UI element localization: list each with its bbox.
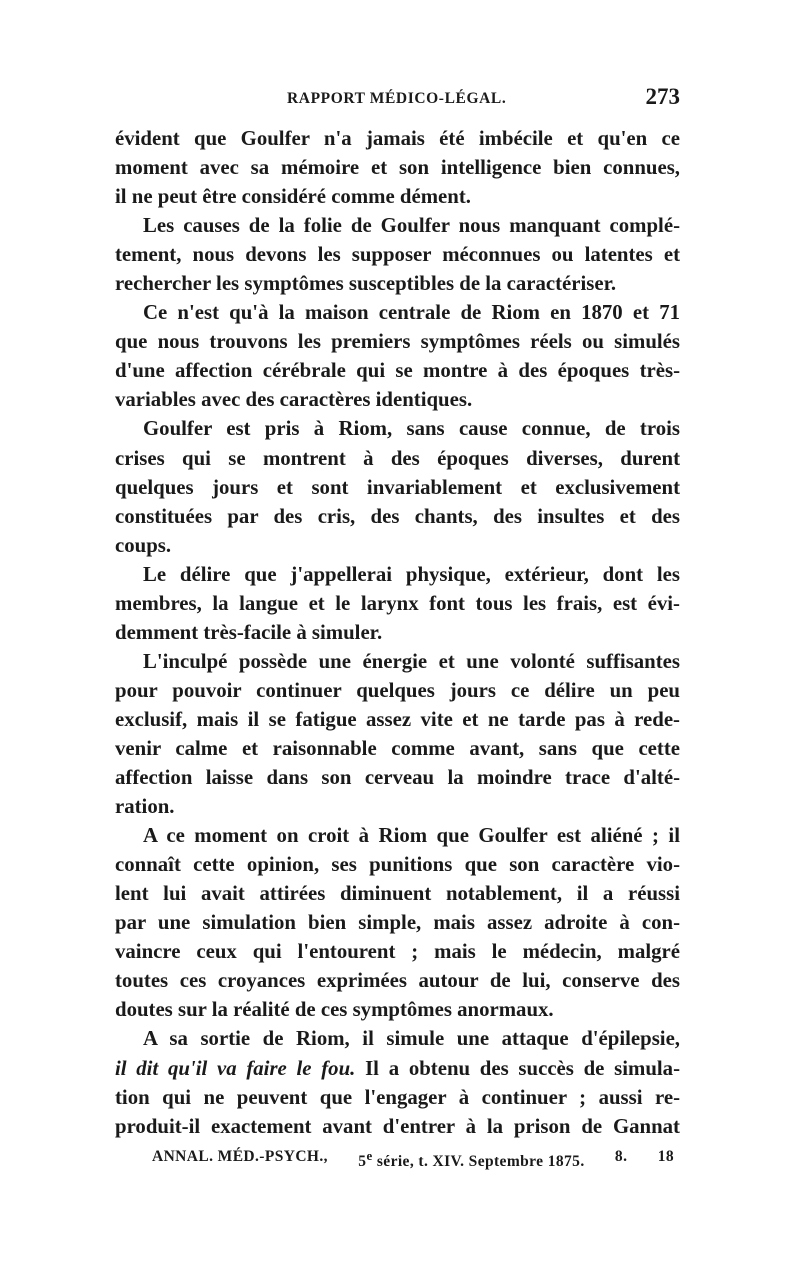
paragraph xyxy=(115,298,680,414)
italic-phrase: il dit qu'il va faire le fou. xyxy=(115,1056,356,1080)
series-number: 5e xyxy=(358,1148,373,1171)
paragraph xyxy=(115,647,680,821)
text-line: que nous trouvons les premiers symptômes réels ou simulés xyxy=(115,330,680,354)
text-line: vaincre ceux qui l'entourent ; mais le médecin, malgré xyxy=(115,940,680,964)
text-line: rechercher les symptômes susceptibles de la caractériser. xyxy=(115,272,617,296)
running-title: RAPPORT MÉDICO-LÉGAL. xyxy=(287,90,507,107)
text-line: quelques jours et sont invariablement et exclusivement xyxy=(115,475,680,499)
paragraph xyxy=(115,414,680,559)
text-line: toutes ces croyances exprimées autour de lui, conserve des xyxy=(115,969,680,993)
text-line: demment très-facile à simuler. xyxy=(115,620,383,644)
text-line: d'une affection cérébrale qui se montre à des époques très- xyxy=(115,359,680,383)
text-line: Ce n'est qu'à la maison centrale de Riom en 1870 et 71 xyxy=(143,301,680,325)
page-footer xyxy=(152,1148,674,1171)
text-line: doutes sur la réalité de ces symptômes anormaux. xyxy=(115,998,554,1022)
text-line: A ce moment on croit à Riom que Goulfer est aliéné ; il xyxy=(143,824,680,848)
text-line: moment avec sa mémoire et son intelligence bien connues, xyxy=(115,156,680,180)
paragraph xyxy=(115,560,680,647)
text-line: Les causes de la folie de Goulfer nous manquant complé- xyxy=(143,214,680,238)
signature-number: 18 xyxy=(657,1148,674,1165)
journal-abbrev: ANNAL. MÉD.-PSYCH., xyxy=(152,1148,328,1165)
text-line: tion qui ne peuvent que l'engager à continuer ; aussi re- xyxy=(115,1085,680,1109)
text-line: pour pouvoir continuer quelques jours ce délire un peu xyxy=(115,678,680,702)
page-number: 273 xyxy=(645,84,680,109)
text-line: par une simulation bien simple, mais assez adroite à con- xyxy=(115,911,680,935)
text-line: exclusif, mais il se fatigue assez vite et ne tarde pas à rede- xyxy=(115,707,680,731)
text-line: ration. xyxy=(115,795,175,819)
running-head xyxy=(115,84,680,114)
text-line: variables avec des caractères identiques. xyxy=(115,388,473,412)
series-info xyxy=(358,1148,584,1171)
text-line: crises qui se montrent à des époques diverses, durent xyxy=(115,446,680,470)
text-line: il ne peut être considéré comme dément. xyxy=(115,185,471,209)
text-line: membres, la langue et le larynx font tous les frais, est évi- xyxy=(115,591,680,615)
text-line: Goulfer est pris à Riom, sans cause connue, de trois xyxy=(143,417,680,441)
paragraph xyxy=(115,821,680,1024)
text-line: connaît cette opinion, ses punitions que son caractère vio- xyxy=(115,853,680,877)
text-line: L'inculpé possède une énergie et une volonté suffisantes xyxy=(143,649,680,673)
paragraph xyxy=(115,124,680,211)
text-line: venir calme et raisonnable comme avant, sans que cette xyxy=(115,736,680,760)
text-line: constituées par des cris, des chants, des insultes et des xyxy=(115,504,680,528)
text-line: produit-il exactement avant d'entrer à la prison de Gannat xyxy=(115,1114,680,1138)
text-line: tement, nous devons les supposer méconnues ou latentes et xyxy=(115,243,680,267)
paragraph xyxy=(115,1024,680,1140)
text-line-rest: Il a obtenu des succès de simula- xyxy=(355,1056,680,1080)
signature-mark: 8. xyxy=(614,1148,628,1165)
series-superscript: e xyxy=(366,1148,373,1163)
text-line: A sa sortie de Riom, il simule une attaque d'épilepsie, xyxy=(143,1027,680,1051)
text-line: affection laisse dans son cerveau la moindre trace d'alté- xyxy=(115,766,680,790)
text-line: lent lui avait attirées diminuent notablement, il a réussi xyxy=(115,882,680,906)
text-line-italic-start xyxy=(115,1054,680,1083)
series-rest: série, t. XIV. Septembre 1875. xyxy=(376,1153,585,1171)
text-line: Le délire que j'appellerai physique, extérieur, dont les xyxy=(143,562,680,586)
text-line: coups. xyxy=(115,533,172,557)
text-line: évident que Goulfer n'a jamais été imbécile et qu'en ce xyxy=(115,127,680,150)
paragraph xyxy=(115,211,680,298)
body-text xyxy=(115,124,680,1141)
